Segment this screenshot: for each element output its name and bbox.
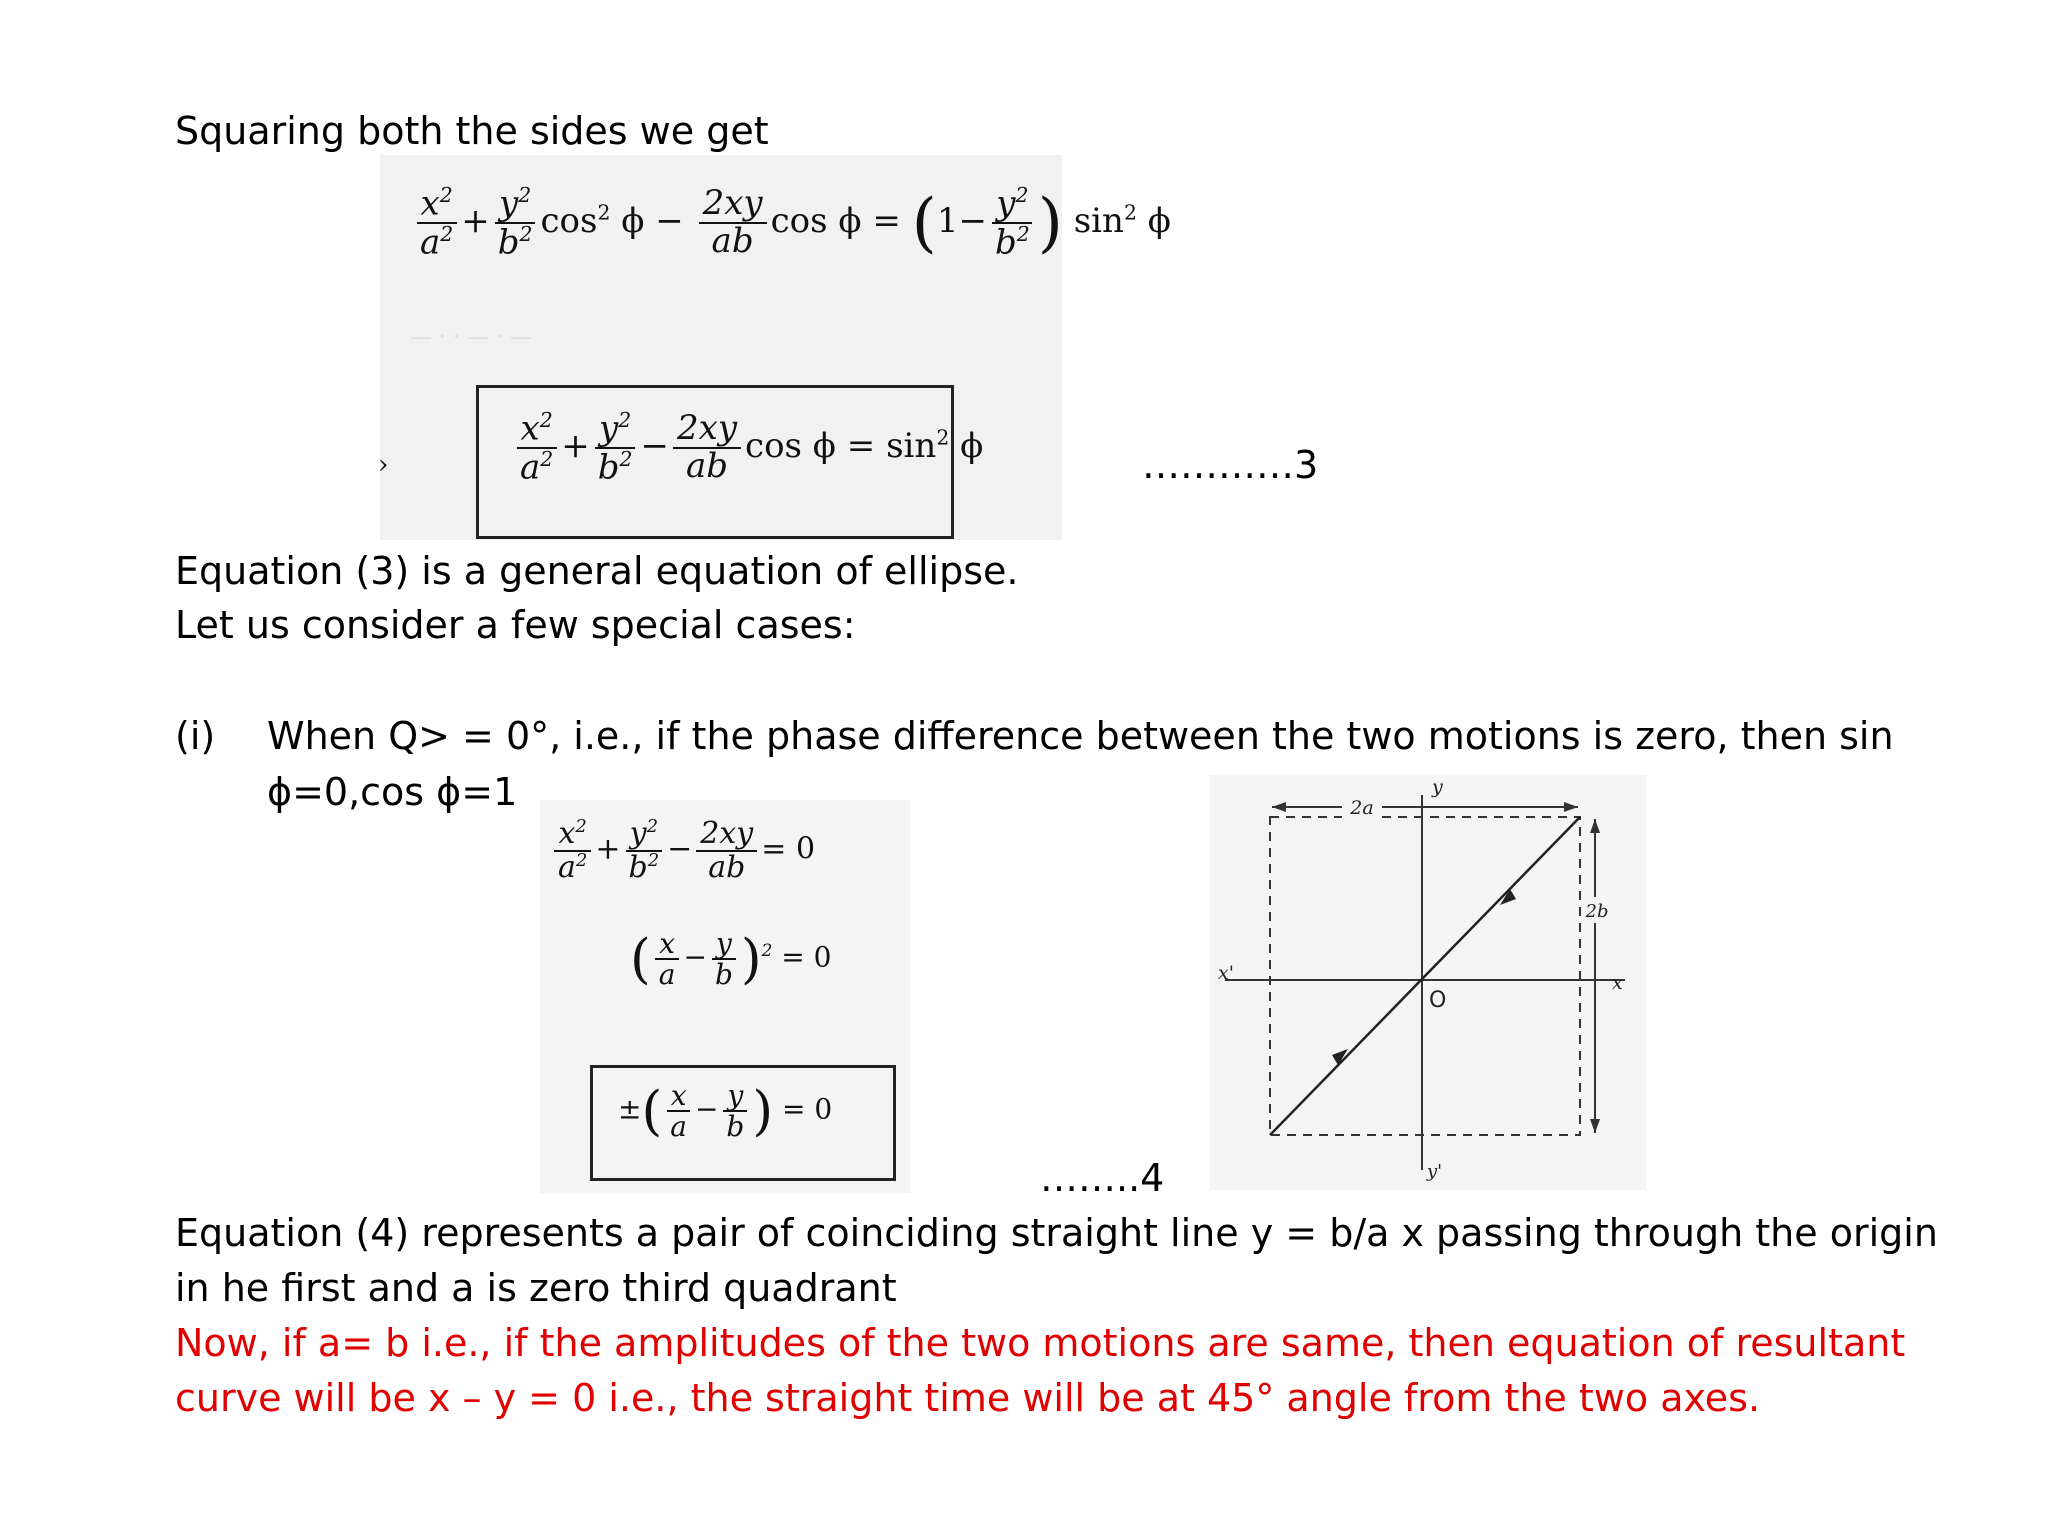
y-axis-neg-label: y' [1427, 1161, 1443, 1182]
resultant-line [1270, 817, 1580, 1135]
x-axis-label: x [1612, 972, 1623, 994]
y-axis-label: y [1432, 776, 1443, 798]
equation-image-squared [380, 155, 1171, 540]
equation-case-i-b: ( $\frac{x}{a}$ − $\frac{y}{b}$ )$^2$ = 0 [630, 926, 832, 991]
equation-3: $\frac{x^2}{a^2}$ + $\frac{y^2}{b^2}$ − $\frac{2xy}{ab}$ $\cos \phi = \sin^2 \phi$ [512, 410, 983, 486]
line-diagram-svg [1210, 775, 1646, 1190]
case-i-line2: ϕ=0,cos ϕ=1 [267, 770, 518, 814]
width-arrow-left [1272, 802, 1286, 812]
general-ellipse-note: Equation (3) is a general equation of ellipse. [175, 549, 1019, 593]
equation-marker-3: …………3 [1142, 443, 1319, 487]
equation-marker-4: ……..4 [1040, 1156, 1165, 1200]
result-line-1: Equation (4) represents a pair of coinciding straight line y = b/a x passing through the origin [175, 1211, 1938, 1255]
arrow-mark: › [378, 450, 389, 480]
special-cases-note: Let us consider a few special cases: [175, 603, 856, 647]
height-arrow-bottom [1590, 1119, 1600, 1133]
equation-squared: $\frac{x^2}{a^2}$ + $\frac{y^2}{b^2}$ $\cos^2 \phi$ − $\frac{2xy}{ab}$ cos ϕ = (1− $\frac{y^2}{b^2}$ ) $\sin^2 \phi$ [412, 185, 1171, 261]
line-diagram [1210, 775, 1646, 1190]
case-i-line1: When Q> = 0°, i.e., if the phase difference between the two motions is zero, then sin [267, 714, 1894, 758]
scan-noise: — · · — · — [410, 325, 532, 350]
case-i-label: (i) [175, 714, 216, 758]
origin-label: O [1429, 988, 1447, 1013]
red-note-line-1: Now, if a= b i.e., if the amplitudes of the two motions are same, then equation of resultant [175, 1321, 1906, 1365]
height-label: 2b [1585, 901, 1609, 922]
equation-4: ±( $\frac{x}{a}$ − $\frac{y}{b}$ ) = 0 [618, 1078, 833, 1143]
intro-text: Squaring both the sides we get [175, 109, 769, 153]
equation-image-case-i [540, 800, 910, 1193]
width-label: 2a [1350, 797, 1374, 819]
width-arrow-right [1564, 802, 1578, 812]
x-axis-neg-label: x' [1218, 962, 1234, 984]
equation-case-i-a: $\frac{x^2}{a^2}$ + $\frac{y^2}{b^2}$ − $\frac{2xy}{ab}$ = 0 [550, 818, 815, 883]
red-note-line-2: curve will be x – y = 0 i.e., the straight time will be at 45° angle from the two axes. [175, 1376, 1761, 1420]
result-line-2: in he first and a is zero third quadrant [175, 1266, 897, 1310]
height-arrow-top [1590, 819, 1600, 833]
